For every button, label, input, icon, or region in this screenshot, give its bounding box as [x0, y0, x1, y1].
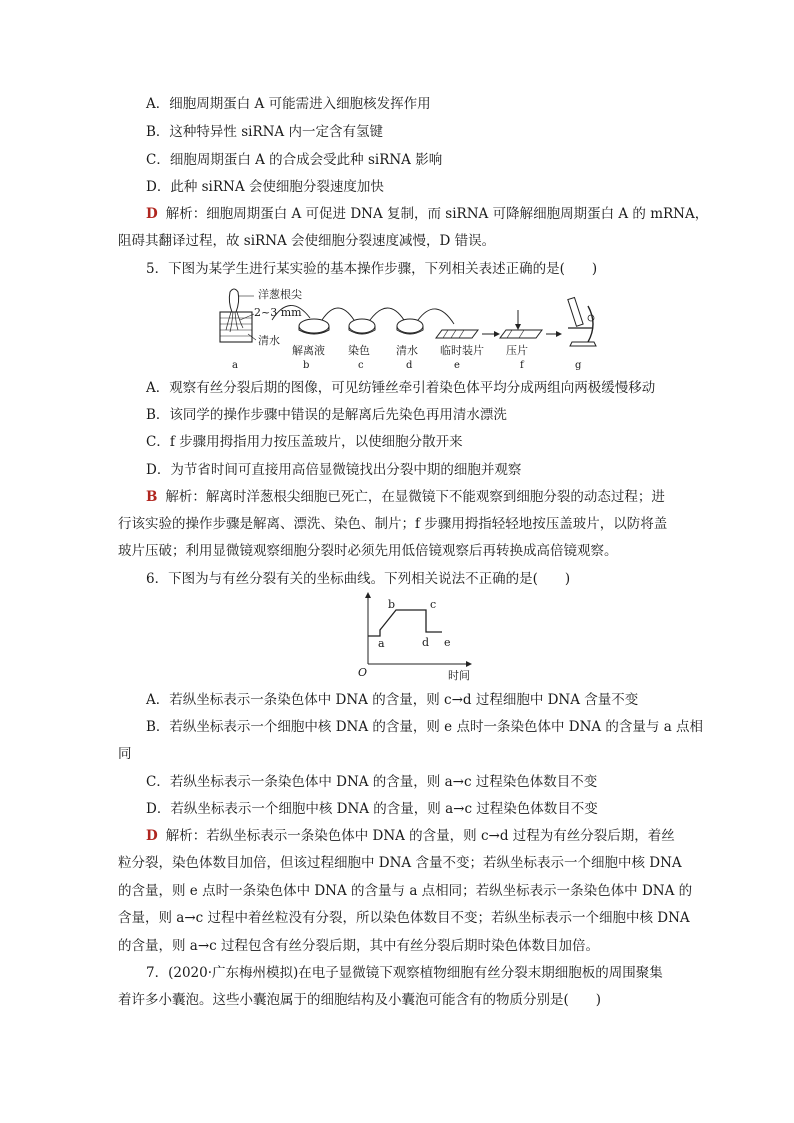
- q6-answer: D: [146, 828, 158, 844]
- fig-water-label-a: 清水: [258, 334, 280, 347]
- q6-analysis: [146, 826, 675, 846]
- fig-step-5: 压片: [506, 344, 528, 357]
- q6-option-b: B．若纵坐标表示一个细胞中核 DNA 的含量，则 e 点时一条染色体中 DNA 的含量与 a 点相: [146, 719, 704, 735]
- q6-analysis-line3: 的含量，则 e 点时一条染色体中 DNA 的含量与 a 点相同；若纵坐标表示一条染色体中 DNA 的: [118, 883, 693, 899]
- q6-option-c: C．若纵坐标表示一条染色体中 DNA 的含量，则 a→c 过程染色体数目不变: [146, 774, 598, 790]
- fig6-point-a: a: [378, 637, 385, 650]
- q6-analysis-line4: 含量，则 a→c 过程中着丝粒没有分裂，所以染色体数目不变；若纵坐标表示一个细胞中核 DNA: [118, 910, 690, 926]
- q6-stem: 6．下图为与有丝分裂有关的坐标曲线。下列相关说法不正确的是( ): [146, 571, 571, 587]
- fig-step-2: 染色: [348, 344, 370, 357]
- q5-analysis-line1: 解析：解离时洋葱根尖细胞已死亡，在显微镜下不能观察到细胞分裂的动态过程；进: [165, 489, 665, 505]
- q5-option-a: A．观察有丝分裂后期的图像，可见纺锤丝牵引着染色体平均分成两组向两极缓慢移动: [146, 380, 656, 396]
- fig6-point-e: e: [444, 636, 451, 649]
- fig6-point-d: d: [422, 636, 430, 649]
- fig-root-label: 洋葱根尖: [258, 288, 302, 301]
- fig-step-1: 解离液: [292, 344, 325, 357]
- q5-option-d: D．为节省时间可直接用高倍显微镜找出分裂中期的细胞并观察: [146, 462, 522, 478]
- q5-analysis: [146, 487, 665, 507]
- q5-option-b: B．该同学的操作步骤中错误的是解离后先染色再用清水漂洗: [146, 407, 507, 423]
- fig6-point-c: c: [430, 598, 437, 611]
- fig-letter-g: g: [575, 360, 582, 370]
- fig-letter-e: e: [454, 360, 460, 370]
- fig6-origin: O: [358, 666, 368, 679]
- q7-stem-line1: 7．(2020·广东梅州模拟)在电子显微镜下观察植物细胞有丝分裂末期细胞板的周围聚集: [146, 965, 663, 981]
- fig-letter-f: f: [520, 360, 524, 370]
- q4-option-d: D．此种 siRNA 会使细胞分裂速度加快: [146, 179, 384, 195]
- q6-coordinate-curve: [350, 590, 480, 682]
- fig6-x-axis-label: 时间: [448, 669, 470, 682]
- q4-analysis-line1: 解析：细胞周期蛋白 A 可促进 DNA 复制，而 siRNA 可降解细胞周期蛋白 A 的 mRNA，: [165, 206, 709, 222]
- fig-letter-c: c: [358, 360, 364, 370]
- slide-e-icon: [436, 330, 478, 338]
- petri-dish-c-icon: [349, 319, 375, 334]
- fig-length-label: 2~3 mm: [254, 306, 302, 319]
- fig-step-3: 清水: [396, 344, 418, 357]
- q5-stem: 5．下图为某学生进行某实验的基本操作步骤，下列相关表述正确的是( ): [146, 261, 598, 277]
- q7-stem-line2: 着许多小囊泡。这些小囊泡属于的细胞结构及小囊泡可能含有的物质分别是( ): [118, 992, 602, 1008]
- petri-dish-b-icon: [299, 319, 329, 334]
- q6-analysis-line2: 粒分裂，染色体数目加倍，但该过程细胞中 DNA 含量不变；若纵坐标表示一个细胞中核 DNA: [118, 855, 682, 871]
- fig6-point-b: b: [388, 598, 396, 611]
- q4-option-a: A．细胞周期蛋白 A 可能需进入细胞核发挥作用: [146, 96, 431, 112]
- q4-option-b: B．这种特异性 siRNA 内一定含有氢键: [146, 124, 383, 140]
- q5-answer: B: [146, 489, 158, 505]
- q6-option-a: A．若纵坐标表示一条染色体中 DNA 的含量，则 c→d 过程细胞中 DNA 含量不变: [146, 692, 639, 708]
- q6-analysis-line5: 的含量，则 a→c 过程包含有丝分裂后期，其中有丝分裂后期时染色体数目加倍。: [118, 938, 600, 954]
- beaker-icon: [220, 289, 256, 342]
- q5-analysis-line2: 行该实验的操作步骤是解离、漂洗、染色、制片；f 步骤用拇指轻轻地按压盖玻片，以防将盖: [118, 516, 668, 532]
- q4-answer: D: [146, 206, 158, 222]
- slide-f-icon: [500, 310, 542, 338]
- q5-experiment-figure: [210, 284, 600, 370]
- q6-option-d: D．若纵坐标表示一个细胞中核 DNA 的含量，则 a→c 过程染色体数目不变: [146, 801, 598, 817]
- fig-step-4: 临时装片: [440, 344, 484, 357]
- q5-analysis-line3: 玻片压破；利用显微镜观察细胞分裂时必须先用低倍镜观察后再转换成高倍镜观察。: [118, 543, 618, 559]
- q4-analysis-line2: 阻碍其翻译过程，故 siRNA 会使细胞分裂速度减慢，D 错误。: [118, 233, 496, 249]
- fig-letter-a: a: [232, 360, 238, 370]
- q4-option-c: C．细胞周期蛋白 A 的合成会受此种 siRNA 影响: [146, 152, 443, 168]
- q6-option-b-cont: 同: [118, 746, 132, 762]
- petri-dish-d-icon: [397, 319, 423, 334]
- fig-letter-d: d: [406, 360, 413, 370]
- q6-analysis-line1: 解析：若纵坐标表示一条染色体中 DNA 的含量，则 c→d 过程为有丝分裂后期，着丝: [165, 828, 675, 844]
- fig-letter-b: b: [303, 360, 310, 370]
- q4-analysis: [146, 204, 708, 224]
- microscope-icon: [568, 297, 596, 346]
- q5-option-c: C．f 步骤用拇指用力按压盖玻片，以使细胞分散开来: [146, 434, 463, 450]
